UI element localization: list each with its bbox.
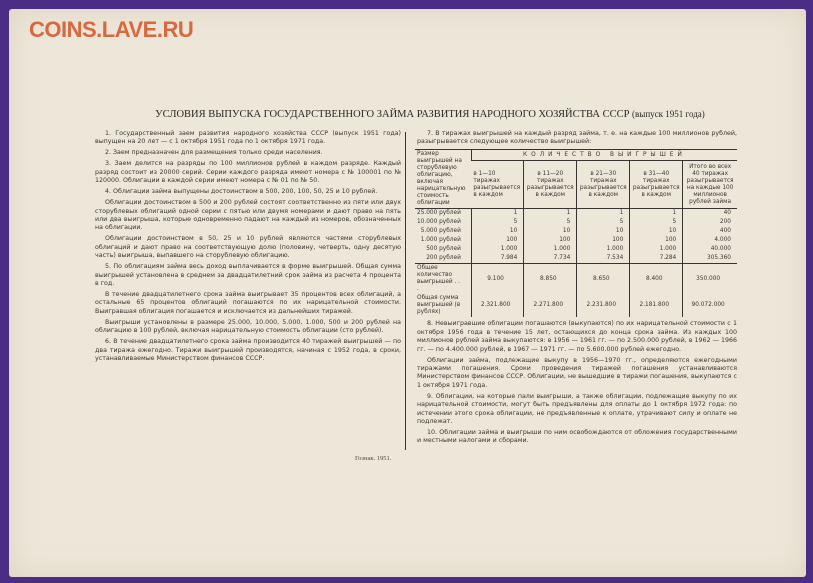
- table-cell: 10: [577, 227, 630, 236]
- table-cell: 1: [471, 209, 523, 219]
- clause-paragraph: 2. Заем предназначен для размещения только среди населения.: [105, 149, 323, 157]
- totals-row: [415, 294, 737, 317]
- table-cell: 100: [471, 236, 523, 245]
- table-cell: 200 рублей: [415, 254, 471, 264]
- table-cell: Общая сумма выигрышей (в рублях): [417, 295, 461, 316]
- column-header: в 21—30 тиражах разыгрывается в каждом: [577, 161, 630, 209]
- document-title: [100, 109, 760, 120]
- table-cell: 305.360: [683, 254, 737, 264]
- table-cell: 200: [683, 218, 737, 227]
- table-cell: 5: [577, 218, 630, 227]
- table-row: [415, 236, 737, 245]
- table-cell: 100: [630, 236, 683, 245]
- table-cell: 8.400: [630, 264, 683, 295]
- table-cell: 10: [524, 227, 577, 236]
- table-row: [415, 218, 737, 227]
- clause-paragraph: Выигрыши установлены в размере 25.000, 10.000, 5.000, 1.000, 500 и 200 рублей на облигацию в 100 рублей, включая нарицательную стоимость облигации (сто рублей).: [95, 318, 401, 335]
- table-cell: 2.231.800: [577, 294, 630, 317]
- table-cell: 5: [630, 218, 683, 227]
- table-cell: 1: [524, 209, 577, 219]
- table-cell: 10: [471, 227, 523, 236]
- table-cell: 9.100: [471, 264, 523, 295]
- table-row: [415, 227, 737, 236]
- table-row: [415, 209, 737, 219]
- table-cell: 4.000: [683, 236, 737, 245]
- table-cell: 1.000: [577, 245, 630, 254]
- clause-paragraph: 6. В течение двадцатилетнего срока займа производится 40 тиражей выигрышей — по два тиража ежегодно. Тиражи выигрышей производятся, начиная с 1952 года, в сроки, устанавливаемые Министерством финансов СССР.: [95, 338, 401, 363]
- column-header: Итого во всех 40 тиражах разыгрывается на каждые 100 миллионов рублей займа: [683, 161, 737, 209]
- table-cell: Общее количество выигрышей . . .: [415, 264, 471, 295]
- table-row: [415, 245, 737, 254]
- table-corner-header: Размер выигрышей на сторублевую облигацию, включая нарицательную стоимость облигации: [415, 150, 471, 209]
- table-cell: 7.984: [471, 254, 523, 264]
- table-cell: 2.271.800: [524, 294, 577, 317]
- winnings-table: [415, 149, 737, 317]
- table-cell: 40.000: [683, 245, 737, 254]
- clause-paragraph: 4. Облигации займа выпущены достоинством в 500, 200, 100, 50, 25 и 10 рублей.: [105, 188, 378, 196]
- table-cell: 5: [471, 218, 523, 227]
- clause-paragraph: 10. Облигации займа и выигрыши по ним освобождаются от обложения государственными и местными налогами и сборами.: [417, 429, 737, 445]
- table-cell: 500 рублей: [426, 246, 461, 253]
- table-cell: 100: [524, 236, 577, 245]
- table-cell: 1.000 рублей: [420, 237, 461, 244]
- clause-paragraph: Облигации достоинством в 500 и 200 рублей состоят соответственно из пяти или двух сторублевых облигаций одной серии с пятью или двумя номерами и дают право на пять или два выигрыша, которые одновременно падают на каждый из номеров, обозначенных на облигации.: [95, 199, 401, 232]
- table-cell: 7.284: [630, 254, 683, 264]
- clause-paragraph: 8. Невыигравшие облигации погашаются (выкупаются) по их нарицательной стоимости с 1 октября 1956 года в течение 15 лет, остающихся до конца срока займа. Из каждых 100 миллионов рублей займа выкупаются: в 1956 — 1961 гг. — по 2.500.000 рублей, в 1962 — 1966 гг. — по 4.400.000 рублей, в 1967 — 1971 гг. — по 5.600.000 рублей ежегодно.: [417, 320, 737, 353]
- title-suffix: (выпуск 1951 года): [632, 109, 705, 119]
- clause-paragraph: В течение двадцатилетнего срока займа выигрывает 35 процентов всех облигаций, а остальные 65 процентов облигаций погашаются по их нарицательной стоимости. Выигравшая облигация погашается и исключается из дальнейших тиражей.: [95, 291, 401, 315]
- table-cell: 90.072.000: [683, 294, 737, 317]
- column-header: в 1—10 тиражах разыгрывается в каждом: [471, 161, 523, 209]
- column-header: в 31—40 тиражах разыгрывается в каждом: [630, 161, 683, 209]
- table-cell: 8.850: [524, 264, 577, 295]
- table-cell: 25.000 рублей: [417, 210, 461, 217]
- table-cell: 1: [630, 209, 683, 219]
- table-row: [415, 254, 737, 264]
- table-cell: 400: [683, 227, 737, 236]
- table-cell: 100: [577, 236, 630, 245]
- clause-7: 7. В тиражах выигрышей на каждый разряд займа, т. е. на каждые 100 миллионов рублей, разыгрывается следующее количество выигрышей:: [417, 130, 737, 146]
- printer-imprint: Гознак. 1951.: [355, 455, 392, 462]
- table-cell: 350.000: [683, 264, 737, 295]
- clause-paragraph: 3. Заем делится на разряды по 100 миллионов рублей в каждом разряде. Каждый разряд состоит из 20000 серий. Серии каждого разряда имеют номера с № 100001 по № 120000. Облигации в каждой серии имеют номера с № 01 по № 50.: [95, 160, 401, 185]
- clause-paragraph: 5. По облигациям займа весь доход выплачивается в форме выигрышей. Общая сумма выигрышей установлена в среднем за двадцатилетний срок займа из расчета 4 процента в год.: [95, 263, 401, 288]
- clause-paragraph: 1. Государственный заем развития народного хозяйства СССР (выпуск 1951 года) выпущен на 20 лет — с 1 октября 1951 года по 1 октября 1971 года.: [95, 130, 401, 146]
- title-text: УСЛОВИЯ ВЫПУСКА ГОСУДАРСТВЕННОГО ЗАЙМА РАЗВИТИЯ НАРОДНОГО ХОЗЯЙСТВА СССР: [155, 109, 630, 120]
- table-cell: 40: [683, 209, 737, 219]
- left-column: [95, 130, 401, 366]
- table-cell: 10.000 рублей: [417, 219, 461, 226]
- table-cell: 1.000: [630, 245, 683, 254]
- table-cell: 8.650: [577, 264, 630, 295]
- table-cell: 10: [630, 227, 683, 236]
- table-group-header: КОЛИЧЕСТВО ВЫИГРЫШЕЙ: [471, 150, 737, 161]
- clause-paragraph: 9. Облигации, на которые пали выигрыши, а также облигации, подлежащие выкупу по их нарицательной стоимости, могут быть предъявлены для оплаты до 1 октября 1972 года: по истечении этого срока облигации, не предъявленные к оплате, утрачивают силу и оплате не подлежат.: [417, 392, 737, 426]
- totals-row: [415, 264, 737, 295]
- table-cell: 1.000: [471, 245, 523, 254]
- site-watermark: COINS.LAVE.RU: [29, 17, 194, 42]
- clause-paragraph: Облигации займа, подлежащие выкупу в 1956—1970 гг., определяются ежегодными тиражами погашения. Сроки проведения тиражей погашения устанавливаются Министерством финансов СССР. Облигации, не вышедшие в тиражи погашения, выкупаются с 1 октября 1971 года.: [417, 356, 737, 389]
- table-cell: 1: [577, 209, 630, 219]
- table-cell: 5.000 рублей: [420, 228, 461, 235]
- right-column: [417, 130, 737, 448]
- column-header: в 11—20 тиражах разыгрывается в каждом: [524, 161, 577, 209]
- clause-paragraph: Облигации достоинством в 50, 25 и 10 рублей являются частями сторублевых облигаций и дают право на соответствующую долю (половину, четверть, одну десятую часть) выигрыша, выпавшего на сторублевую облигацию.: [95, 235, 401, 260]
- table-cell: 7.534: [577, 254, 630, 264]
- table-cell: 1.000: [524, 245, 577, 254]
- table-cell: 2.181.800: [630, 294, 683, 317]
- table-cell: 7.734: [524, 254, 577, 264]
- table-cell: 2.321.800: [471, 294, 523, 317]
- table-cell: 5: [524, 218, 577, 227]
- column-divider: [405, 132, 406, 450]
